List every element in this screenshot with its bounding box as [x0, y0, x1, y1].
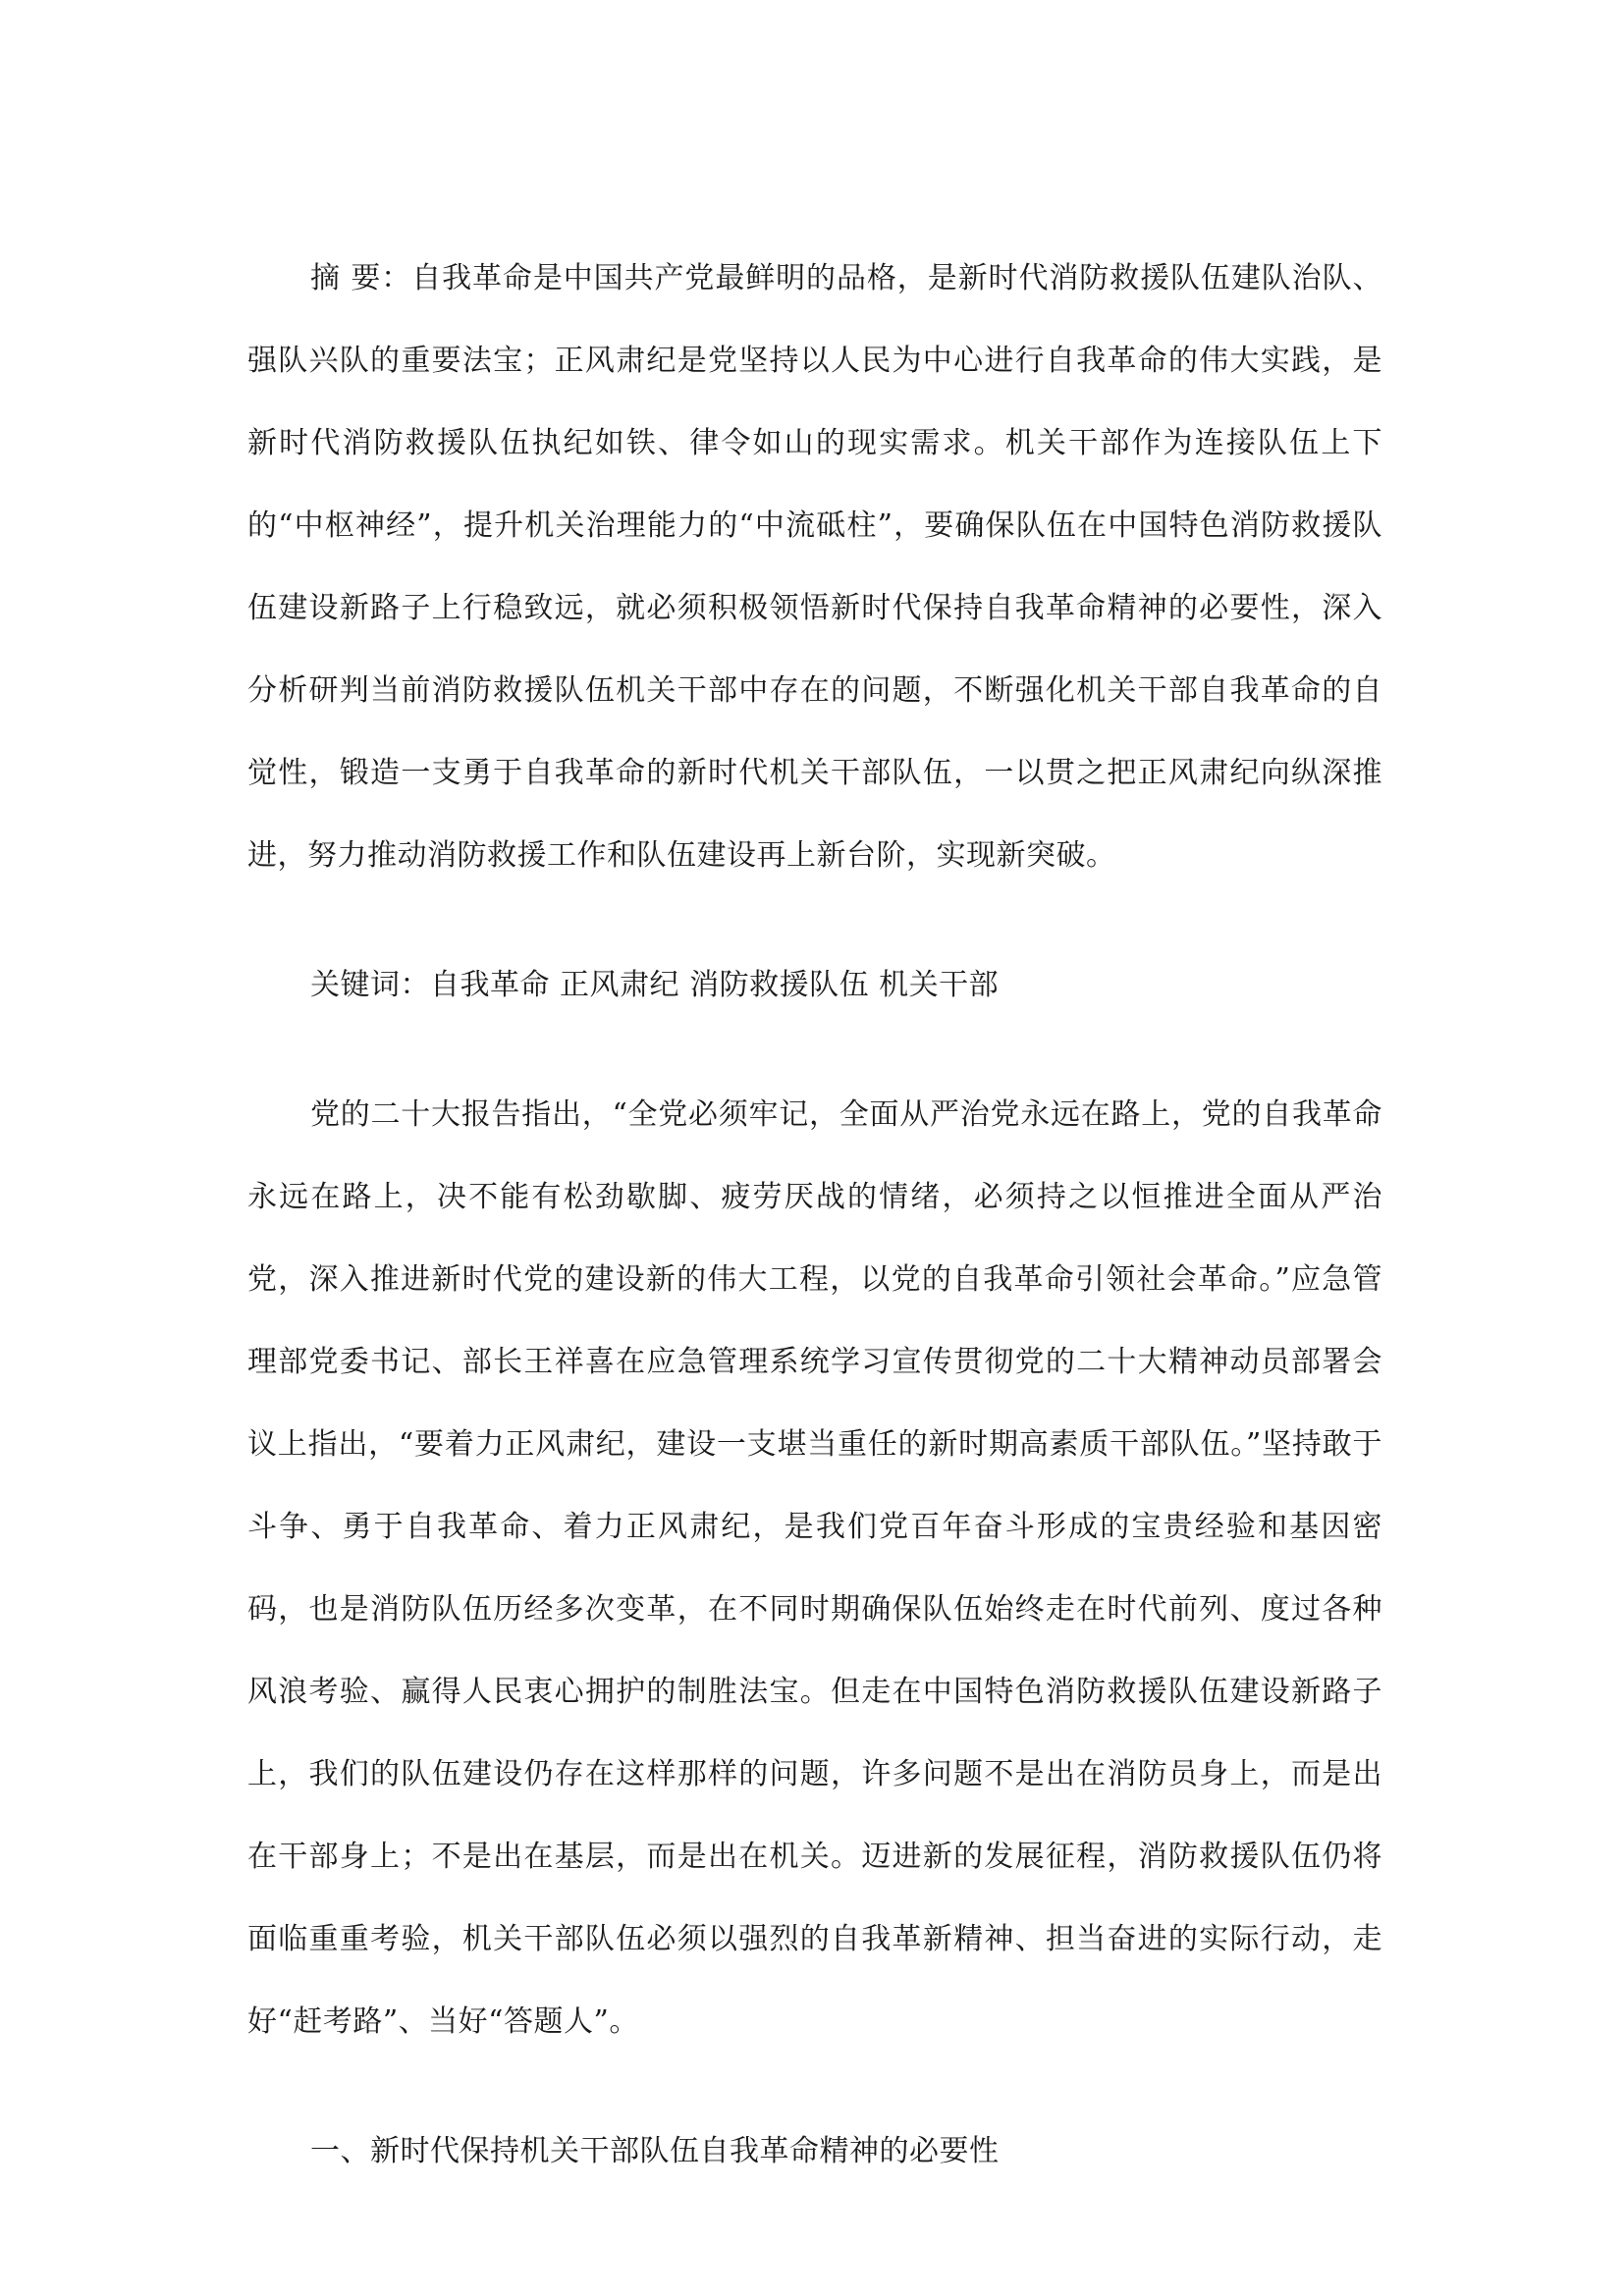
abstract-paragraph: 摘 要：自我革命是中国共产党最鲜明的品格，是新时代消防救援队伍建队治队、强队兴队的重要法宝；正风肃纪是党坚持以人民为中心进行自我革命的伟大实践，是新时代消防救援队伍执纪如铁、律令如山的现实需求。机关干部作为连接队伍上下的“中枢神经”，提升机关治理能力的“中流砥柱”，要确保队伍在中国特色消防救援队伍建设新路子上行稳致远，就必须积极领悟新时代保持自我革命精神的必要性，深入分析研判当前消防救援队伍机关干部中存在的问题，不断强化机关干部自我革命的自觉性，锻造一支勇于自我革命的新时代机关干部队伍，一以贯之把正风肃纪向纵深推进，努力推动消防救援工作和队伍建设再上新台阶，实现新突破。: [247, 261, 1382, 873]
document-body: [247, 238, 1382, 2193]
keywords-line: 关键词：自我革命 正风肃纪 消防救援队伍 机关干部: [310, 968, 1000, 1002]
intro-paragraph: 党的二十大报告指出，“全党必须牢记，全面从严治党永远在路上，党的自我革命永远在路上，决不能有松劲歇脚、疲劳厌战的情绪，必须持之以恒推进全面从严治党，深入推进新时代党的建设新的伟大工程，以党的自我革命引领社会革命。”应急管理部党委书记、部长王祥喜在应急管理系统学习宣传贯彻党的二十大精神动员部署会议上指出，“要着力正风肃纪，建设一支堪当重任的新时期高素质干部队伍。”坚持敢于斗争、勇于自我革命、着力正风肃纪，是我们党百年奋斗形成的宝贵经验和基因密码，也是消防队伍历经多次变革，在不同时期确保队伍始终走在时代前列、度过各种风浪考验、赢得人民衷心拥护的制胜法宝。但走在中国特色消防救援队伍建设新路子上，我们的队伍建设仍存在这样那样的问题，许多问题不是出在消防员身上，而是出在干部身上；不是出在基层，而是出在机关。迈进新的发展征程，消防救援队伍仍将面临重重考验，机关干部队伍必须以强烈的自我革新精神、担当奋进的实际行动，走好“赶考路”、当好“答题人”。: [247, 1097, 1382, 2039]
section-heading: 一、新时代保持机关干部队伍自我革命精神的必要性: [310, 2134, 1000, 2168]
